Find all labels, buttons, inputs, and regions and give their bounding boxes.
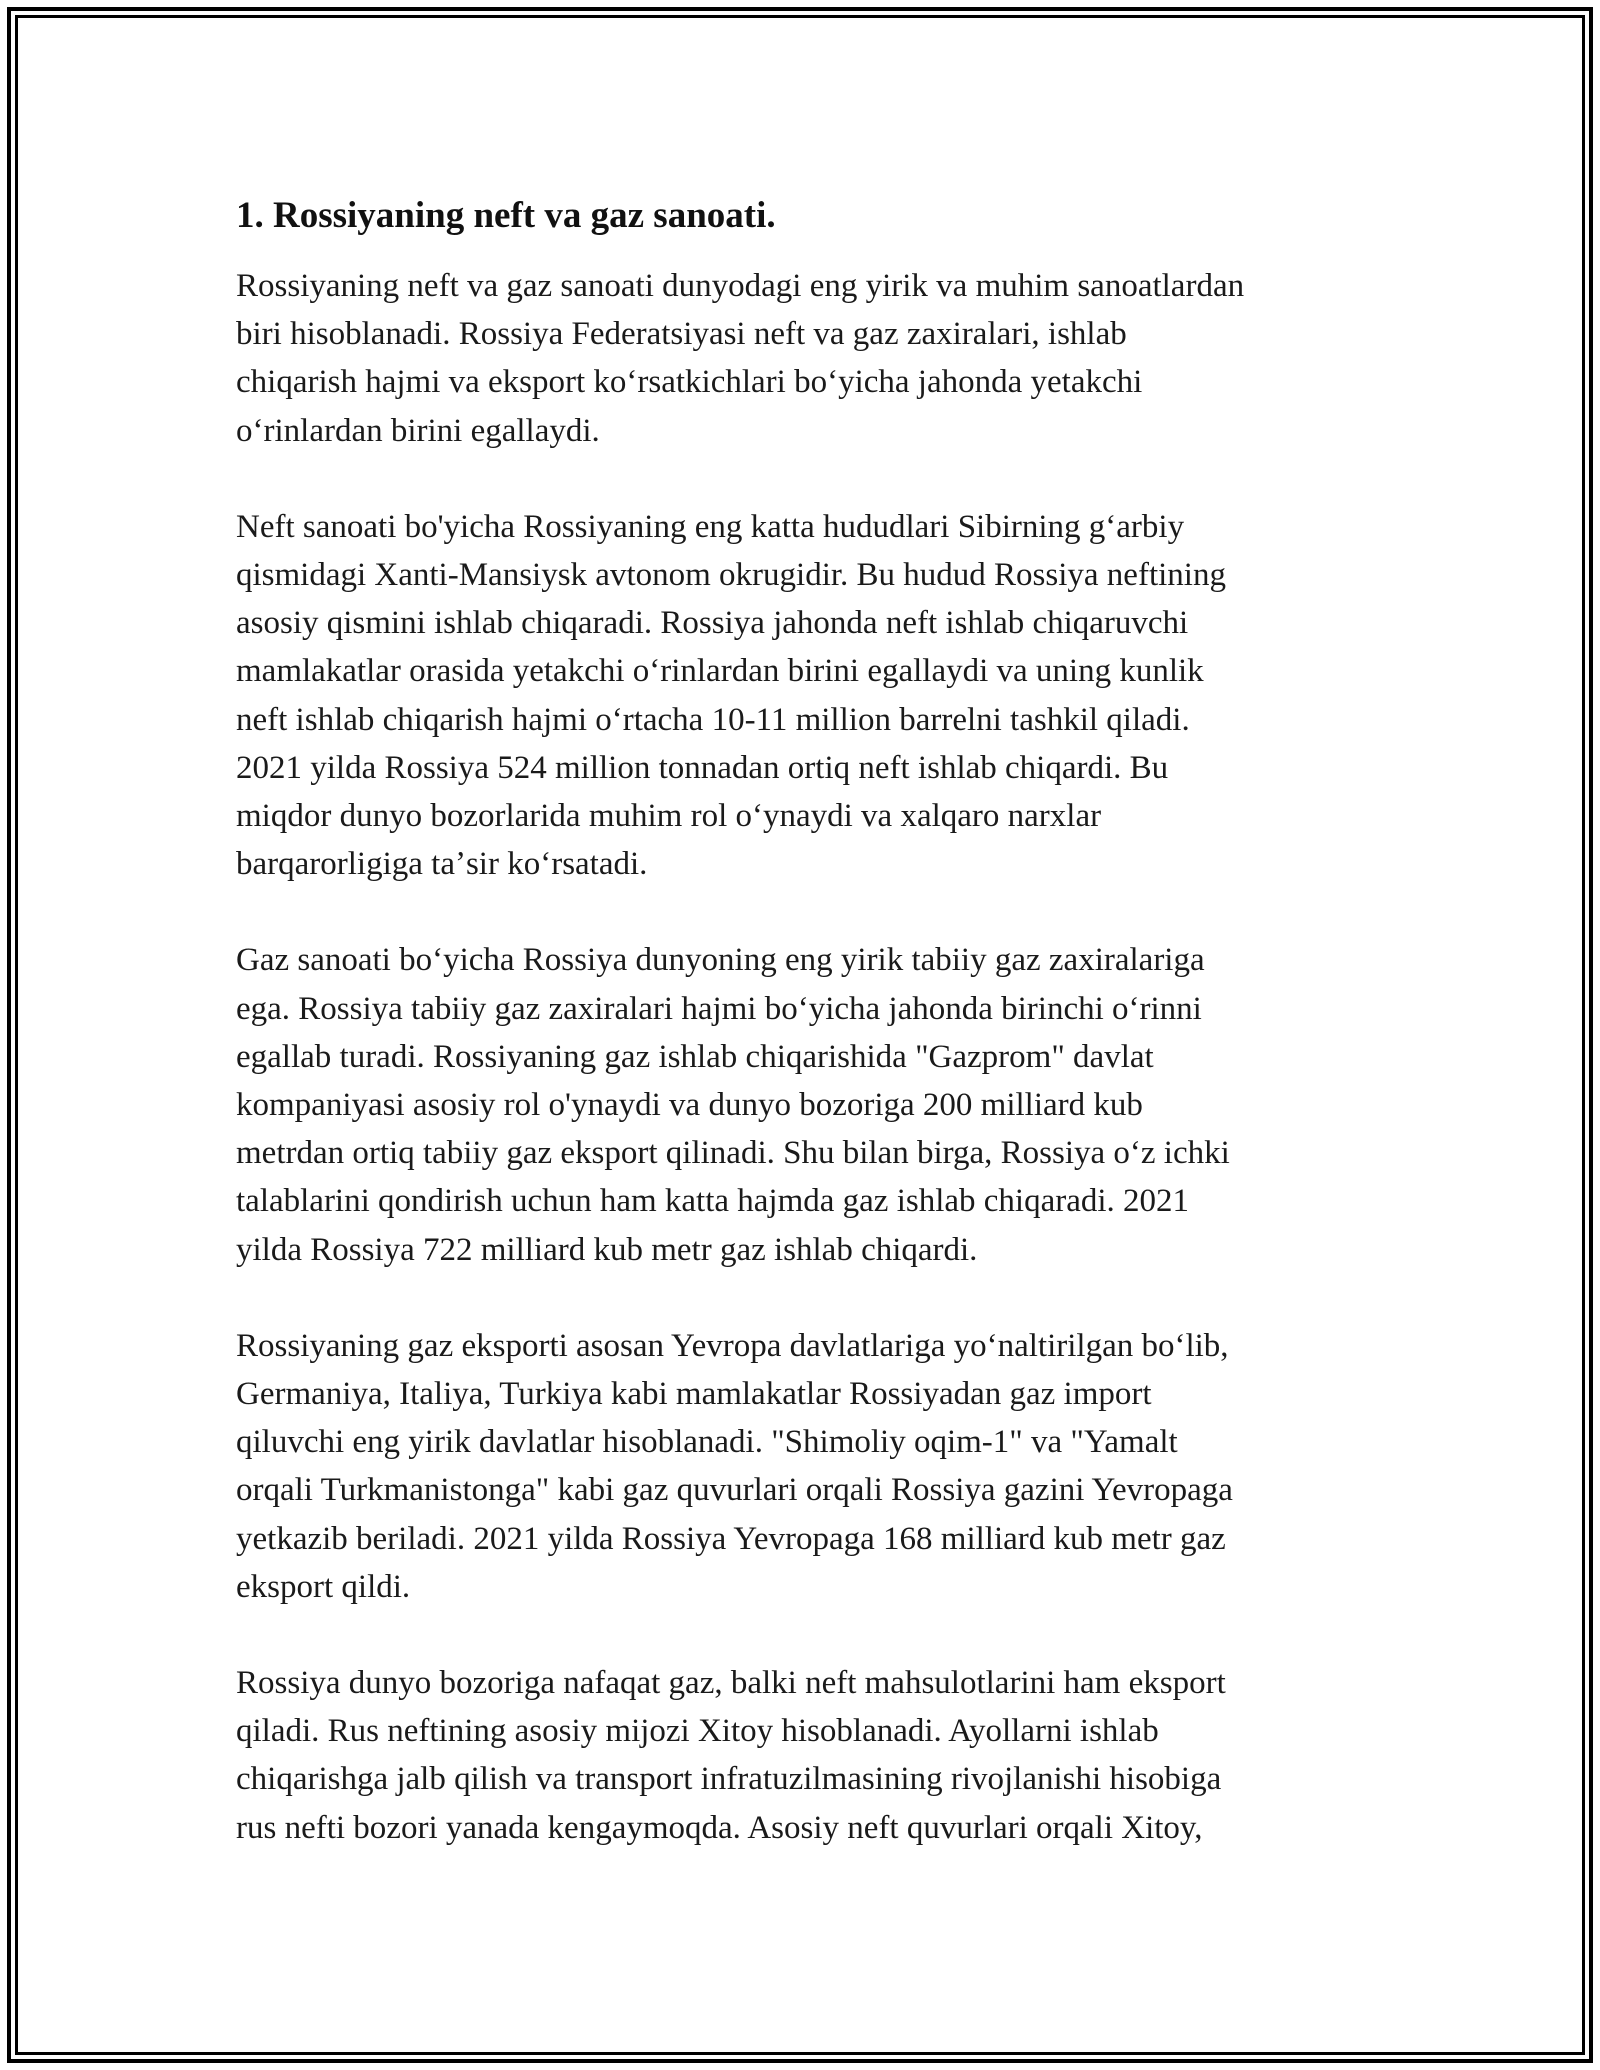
paragraph-oil-export: Rossiya dunyo bozoriga nafaqat gaz, balki neft mahsulotlarini ham eksport qiladi. Rus neftining asosiy mijozi Xitoy hisoblanadi. Ayollarni ishlab chiqarishga jalb qilish va transport infratuzilmasining rivojlanishi hisobiga rus nefti bozori yanada kengaymoqda. Asosiy neft quvurlari orqali Xitoy, — [236, 1665, 1226, 1846]
paragraph-intro: Rossiyaning neft va gaz sanoati dunyodagi eng yirik va muhim sanoatlardan biri hisoblanadi. Rossiya Federatsiyasi neft va gaz zaxiralari, ishlab chiqarish hajmi va eksport koʻrsatkichlari boʻyicha jahonda yetakchi oʻrinlardan birini egallaydi. — [236, 268, 1245, 449]
paragraph-gas-export: Rossiyaning gaz eksporti asosan Yevropa davlatlariga yoʻnaltirilgan boʻlib, Germaniya, Italiya, Turkiya kabi mamlakatlar Rossiyadan gaz import qiluvchi eng yirik davlatlar hisoblanadi. "Shimoliy oqim-1" va "Yamalt orqali Turkmanistonga" kabi gaz quvurlari orqali Rossiya gazini Yevropaga yetkazib beriladi. 2021 yilda Rossiya Yevropaga 168 milliard kub metr gaz eksport qildi. — [236, 1327, 1233, 1605]
paragraph-oil-industry: Neft sanoati bo'yicha Rossiyaning eng katta hududlari Sibirning gʻarbiy qismidagi Xanti-Mansiysk avtonom okrugidir. Bu hudud Rossiya neftining asosiy qismini ishlab chiqaradi. Rossiya jahonda neft ishlab chiqaruvchi mamlakatlar orasida yetakchi oʻrinlardan birini egallaydi va uning kunlik neft ishlab chiqarish hajmi oʻrtacha 10-11 million barrelni tashkil qiladi. 2021 yilda Rossiya 524 million tonnadan ortiq neft ishlab chiqardi. Bu miqdor dunyo bozorlarida muhim rol oʻynaydi va xalqaro narxlar barqarorligiga taʼsir koʻrsatadi. — [236, 508, 1226, 883]
paragraph-gas-industry: Gaz sanoati boʻyicha Rossiya dunyoning eng yirik tabiiy gaz zaxiralariga ega. Rossiya tabiiy gaz zaxiralari hajmi boʻyicha jahonda birinchi oʻrinni egallab turadi. Rossiyaning gaz ishlab chiqarishida "Gazprom" davlat kompaniyasi asosiy rol o'ynaydi va dunyo bozoriga 200 milliard kub metrdan ortiq tabiiy gaz eksport qilinadi. Shu bilan birga, Rossiya oʻz ichki talablarini qondirish uchun ham katta hajmda gaz ishlab chiqaradi. 2021 yilda Rossiya 722 milliard kub metr gaz ishlab chiqardi. — [236, 942, 1230, 1268]
section-heading: 1. Rossiyaning neft va gaz sanoati. — [236, 195, 776, 236]
document-body — [236, 190, 1366, 1900]
